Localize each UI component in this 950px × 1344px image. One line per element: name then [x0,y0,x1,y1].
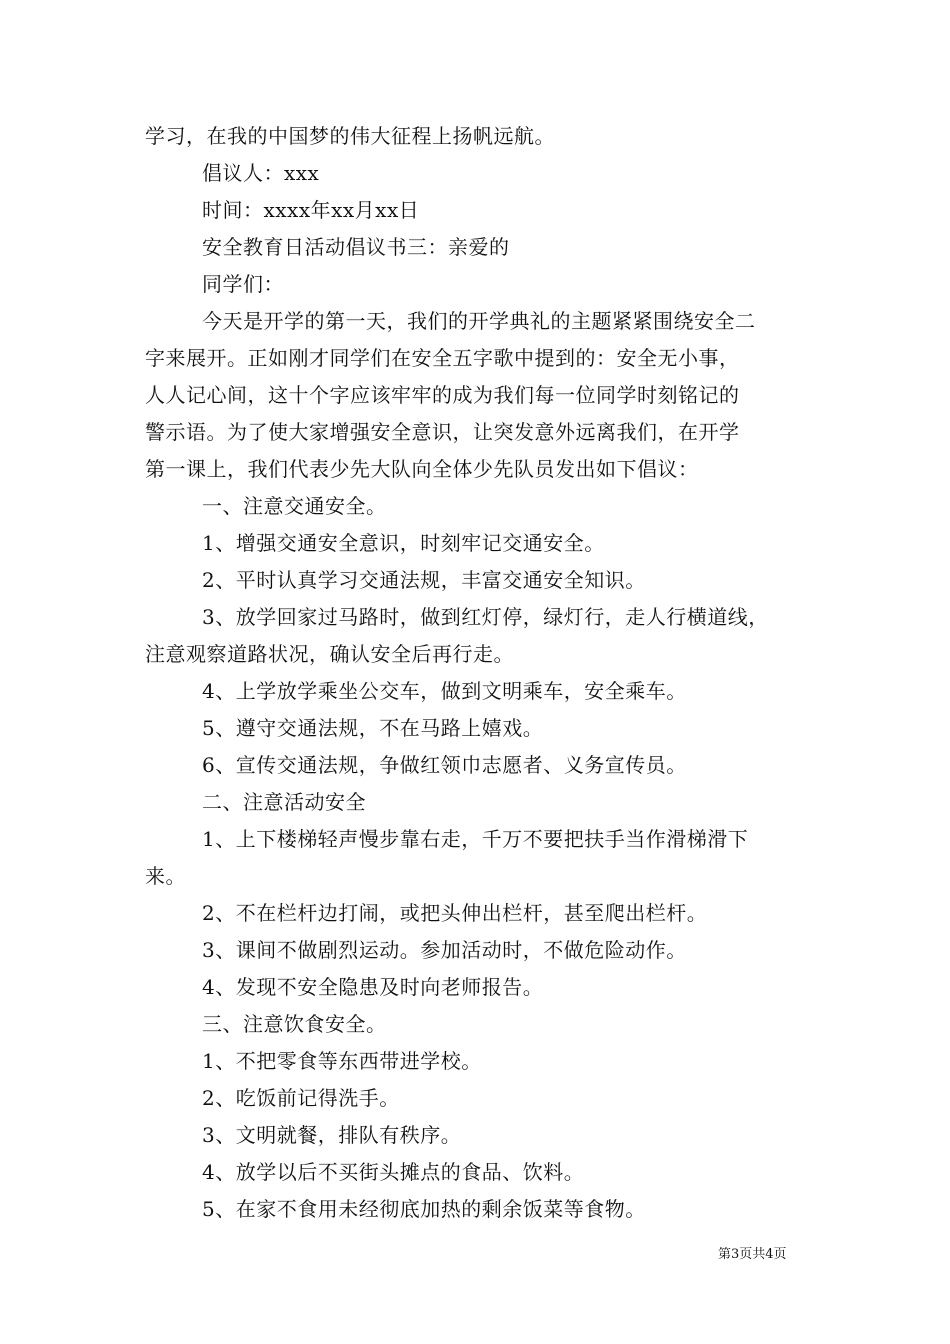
text-line: 人人记心间，这十个字应该牢牢的成为我们每一位同学时刻铭记的 [145,383,740,407]
text-line: 5、在家不食用未经彻底加热的剩余饭菜等食物。 [202,1197,646,1221]
text-line: 3、文明就餐，排队有秩序。 [202,1123,462,1147]
text-line: 字来展开。正如刚才同学们在安全五字歌中提到的：安全无小事， [145,346,740,370]
text-line: 5、遵守交通法规，不在马路上嬉戏。 [202,716,544,740]
text-line: 第一课上，我们代表少先大队向全体少先队员发出如下倡议： [145,457,699,481]
text-line: 注意观察道路状况，确认安全后再行走。 [145,642,514,666]
text-line: 1、增强交通安全意识，时刻牢记交通安全。 [202,531,605,555]
text-line: 2、平时认真学习交通法规，丰富交通安全知识。 [202,568,646,592]
text-line: 警示语。为了使大家增强安全意识，让突发意外远离我们，在开学 [145,420,740,444]
text-line: 倡议人：xxx [202,161,320,185]
text-line: 1、不把零食等东西带进学校。 [202,1049,482,1073]
text-line: 3、课间不做剧烈运动。参加活动时，不做危险动作。 [202,938,687,962]
text-line: 学习，在我的中国梦的伟大征程上扬帆远航。 [145,124,555,148]
text-line: 4、发现不安全隐患及时向老师报告。 [202,975,544,999]
text-line: 今天是开学的第一天，我们的开学典礼的主题紧紧围绕安全二 [202,309,756,333]
text-line: 6、宣传交通法规，争做红领巾志愿者、义务宣传员。 [202,753,687,777]
text-line: 2、不在栏杆边打闹，或把头伸出栏杆，甚至爬出栏杆。 [202,901,708,925]
text-line: 一、注意交通安全。 [202,494,387,518]
text-line: 3、放学回家过马路时，做到红灯停，绿灯行，走人行横道线， [202,605,769,629]
text-line: 二、注意活动安全 [202,790,366,814]
text-line: 安全教育日活动倡议书三：亲爱的 [202,235,510,259]
text-line: 时间：xxxx年xx月xx日 [202,198,420,222]
text-line: 4、放学以后不买街头摊点的食品、饮料。 [202,1160,585,1184]
document-body [145,118,830,1228]
text-line: 同学们： [202,272,284,296]
text-line: 2、吃饭前记得洗手。 [202,1086,400,1110]
text-line: 4、上学放学乘坐公交车，做到文明乘车，安全乘车。 [202,679,687,703]
page-footer: 第3页共4页 [718,1247,787,1262]
text-line: 1、上下楼梯轻声慢步靠右走，千万不要把扶手当作滑梯滑下 [202,827,749,851]
text-line: 三、注意饮食安全。 [202,1012,387,1036]
text-line: 来。 [145,864,186,888]
